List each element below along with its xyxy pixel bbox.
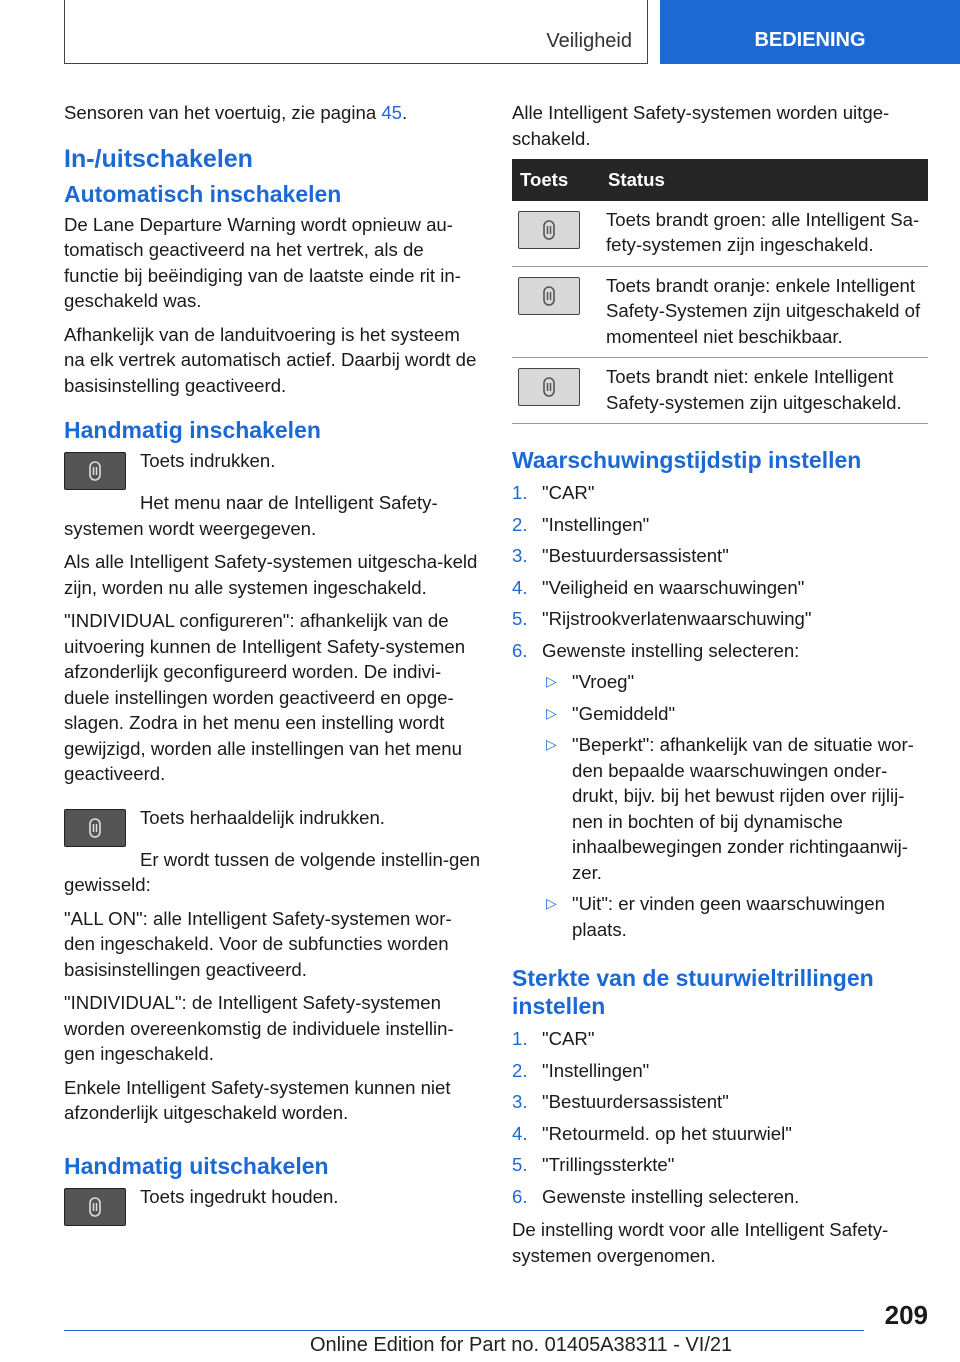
list-item: 5. "Rijstrookverlatenwaarschuwing"	[512, 608, 812, 629]
intro-text: Sensoren van het voertuig, zie pagina	[64, 102, 382, 123]
list-item: 1. "CAR"	[512, 482, 595, 503]
sub-list-item: ▷ "Uit": er vinden geen waarschuwingen plaats.	[546, 893, 885, 940]
page-link[interactable]: 45	[381, 102, 403, 123]
list-item: 5. "Trillingssterkte"	[512, 1154, 675, 1175]
left-column	[64, 100, 482, 1232]
individual2-paragraph: "INDIVIDUAL": de Intelligent Safety-systemen worden overeenkomstig de individuele instellin-gen ingeschakeld.	[64, 992, 454, 1064]
header-chapter-label: BEDIENING	[754, 29, 866, 51]
hold-key-text: Toets ingedrukt houden.	[140, 1185, 339, 1207]
key-press-row	[64, 448, 482, 496]
right-column	[512, 100, 928, 1276]
sub-list-item: ▷ "Beperkt": afhankelijk van de situatie wor-den bepaalde waarschuwingen onder-drukt, bijv. bij het bewust rijden over rijlij-nen in bochten of bij dynamische inhaalbewegingen zonder richtingaanwij-zer.	[546, 734, 914, 883]
vibration-steps-list	[512, 1026, 928, 1209]
heading-vibration-strength: Sterkte van de stuurwieltrillingen instellen	[512, 965, 874, 1019]
list-item: 6. Gewenste instelling selecteren.	[512, 1185, 800, 1207]
warning-options-list	[542, 669, 928, 942]
safety-button-icon	[64, 1188, 126, 1226]
all-on-paragraph: "ALL ON": alle Intelligent Safety-systemen wor-den ingeschakeld. Voor de subfuncties worden basisinstellingen geactiveerd.	[64, 907, 452, 980]
safety-button-green-icon	[518, 211, 580, 249]
list-item: 1. "CAR"	[512, 1028, 595, 1049]
list-item: 4. "Retourmeld. op het stuurwiel"	[512, 1122, 792, 1144]
warning-steps-list	[512, 480, 928, 942]
safety-button-icon	[64, 452, 126, 490]
heading-warning-time: Waarschuwingstijdstip instellen	[512, 447, 862, 473]
triangle-bullet-icon: ▷	[546, 704, 557, 721]
key-hold-row	[64, 1184, 482, 1232]
menu-shown-text: Het menu naar de Intelligent Safety-systemen wordt weergegeven.	[64, 492, 438, 539]
table-row	[512, 358, 928, 424]
safety-button-icon	[64, 809, 126, 847]
table-header-key: Toets	[512, 159, 600, 201]
press-repeat-text: Toets herhaaldelijk indrukken.	[140, 806, 385, 828]
table-header-status: Status	[600, 159, 928, 201]
sub-list-item: ▷ "Vroeg"	[542, 669, 928, 695]
auto-paragraph-1: De Lane Departure Warning wordt opnieuw au-tomatisch geactiveerd na het vertrek, als de functie bij beëindiging van de laatste einde rit in-geschakeld was.	[64, 213, 461, 311]
triangle-bullet-icon: ▷	[546, 736, 557, 752]
table-row	[512, 266, 928, 358]
status-cell: Toets brandt groen: alle Intelligent Sa-fety-systemen zijn ingeschakeld.	[600, 201, 928, 267]
list-item: 3. "Bestuurdersassistent"	[512, 1091, 729, 1112]
heading-manual-on: Handmatig inschakelen	[64, 417, 321, 443]
switch-between-text: Er wordt tussen de volgende instellin-gen gewisseld:	[64, 848, 481, 895]
all-off-result: Alle Intelligent Safety-systemen worden uitge-schakeld.	[512, 102, 890, 149]
list-item: 2. "Instellingen"	[512, 1059, 650, 1081]
all-off-paragraph: Als alle Intelligent Safety-systemen uitgescha-keld zijn, worden nu alle systemen ingeschakeld.	[64, 551, 478, 598]
list-item: 4. "Veiligheid en waarschuwingen"	[512, 576, 805, 598]
list-item: 6. Gewenste instelling selecteren: ▷ "Vroeg" ▷ "Gemiddeld" ▷ "Beperkt": afhankelijk van de situatie wor-den bepaalde waarschuwingen onder-drukt, bijv. bij het bewust rijden over rijlij-nen in bochten of bij dynamische inhaalbewegingen zonder richtingaanwij-zer. ▷ "Uit": er vinden geen waarschuwingen plaats.	[512, 638, 928, 943]
heading-switch-on-off: In-/uitschakelen	[64, 144, 253, 173]
key-status-table	[512, 159, 928, 424]
intro-paragraph	[64, 100, 482, 126]
page-number: 209	[884, 1300, 928, 1330]
list-item: 2. "Instellingen"	[512, 513, 650, 535]
safety-button-orange-icon	[518, 277, 580, 315]
list-item: 3. "Bestuurdersassistent"	[512, 545, 729, 566]
table-header-row	[512, 159, 928, 201]
table-row	[512, 201, 928, 267]
header-section-title: Veiligheid	[546, 30, 632, 52]
some-systems-paragraph: Enkele Intelligent Safety-systemen kunnen niet afzonderlijk uitgeschakeld worden.	[64, 1076, 451, 1123]
triangle-bullet-icon: ▷	[546, 673, 557, 689]
individual-paragraph: "INDIVIDUAL configureren": afhankelijk van de uitvoering kunnen de Intelligent Safety-systemen afzonderlijk geconfigureerd worden. De indivi-duele instellingen worden geactiveerd en opge-slagen. Zodra in het menu een instelling wordt gewijzigd, worden alle instellingen van het menu geactiveerd.	[64, 610, 466, 784]
status-cell: Toets brandt oranje: enkele Intelligent Safety-Systemen zijn uitgeschakeld of momenteel niet beschikbaar.	[600, 266, 928, 358]
intro-end: .	[402, 102, 408, 123]
edition-footer: Online Edition for Part no. 01405A38311 - VI/21	[310, 1334, 733, 1356]
header-chapter-tab[interactable]	[660, 0, 960, 64]
footer-divider	[64, 1330, 864, 1331]
sub-list-item: ▷ "Gemiddeld"	[542, 701, 928, 727]
vibration-end-paragraph: De instelling wordt voor alle Intelligent Safety-systemen overgenomen.	[512, 1219, 889, 1266]
safety-button-off-icon	[518, 368, 580, 406]
heading-auto-on: Automatisch inschakelen	[64, 180, 342, 207]
status-cell: Toets brandt niet: enkele Intelligent Safety-systemen zijn uitgeschakeld.	[600, 358, 928, 424]
triangle-bullet-icon: ▷	[546, 895, 557, 911]
press-key-text: Toets indrukken.	[140, 450, 276, 471]
key-repeat-row	[64, 805, 482, 853]
heading-manual-off: Handmatig uitschakelen	[64, 1152, 329, 1179]
auto-paragraph-2: Afhankelijk van de landuitvoering is het systeem na elk vertrek automatisch actief. Daarbij wordt de basisinstelling geactiveerd.	[64, 323, 477, 396]
